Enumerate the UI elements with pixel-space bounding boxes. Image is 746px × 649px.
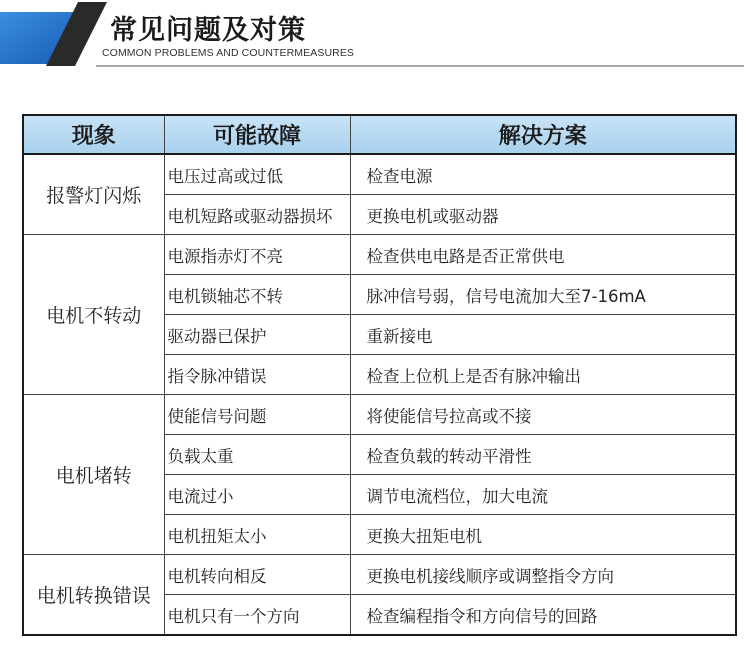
solution-cell: 更换电机接线顺序或调整指令方向 <box>350 555 736 595</box>
solution-cell: 检查负载的转动平滑性 <box>350 435 736 475</box>
table-row <box>23 235 736 275</box>
cause-cell: 负载太重 <box>164 435 350 475</box>
table-row <box>23 395 736 435</box>
solution-cell: 更换电机或驱动器 <box>350 195 736 235</box>
cause-cell: 电机只有一个方向 <box>164 595 350 636</box>
page-title: 常见问题及对策 <box>110 15 306 46</box>
solution-cell: 将使能信号拉高或不接 <box>350 395 736 435</box>
cause-cell: 电机扭矩太小 <box>164 515 350 555</box>
solution-cell: 检查上位机上是否有脉冲输出 <box>350 355 736 395</box>
symptom-cell: 报警灯闪烁 <box>23 154 164 235</box>
cause-cell: 电机转向相反 <box>164 555 350 595</box>
cause-cell: 电流过小 <box>164 475 350 515</box>
table-header-row <box>23 115 736 154</box>
table-row <box>23 154 736 195</box>
cause-cell: 电压过高或过低 <box>164 154 350 195</box>
table-row <box>23 555 736 595</box>
symptom-cell: 电机不转动 <box>23 235 164 395</box>
cause-cell: 使能信号问题 <box>164 395 350 435</box>
symptom-cell: 电机转换错误 <box>23 555 164 636</box>
solution-cell: 检查编程指令和方向信号的回路 <box>350 595 736 636</box>
cause-cell: 驱动器已保护 <box>164 315 350 355</box>
cause-cell: 电源指赤灯不亮 <box>164 235 350 275</box>
page-header <box>0 0 746 70</box>
page-subtitle: COMMON PROBLEMS AND COUNTERMEASURES <box>102 47 355 59</box>
header-solution: 解决方案 <box>350 115 736 154</box>
solution-cell: 检查电源 <box>350 154 736 195</box>
symptom-cell: 电机堵转 <box>23 395 164 555</box>
solution-cell: 调节电流档位，加大电流 <box>350 475 736 515</box>
header-symptom: 现象 <box>23 115 164 154</box>
solution-cell: 重新接电 <box>350 315 736 355</box>
cause-cell: 电机锁轴芯不转 <box>164 275 350 315</box>
solution-cell: 更换大扭矩电机 <box>350 515 736 555</box>
cause-cell: 指令脉冲错误 <box>164 355 350 395</box>
cause-cell: 电机短路或驱动器损坏 <box>164 195 350 235</box>
solution-cell: 检查供电电路是否正常供电 <box>350 235 736 275</box>
header-cause: 可能故障 <box>164 115 350 154</box>
problems-table <box>22 114 737 636</box>
solution-cell: 脉冲信号弱，信号电流加大至7-16mA <box>350 275 736 315</box>
